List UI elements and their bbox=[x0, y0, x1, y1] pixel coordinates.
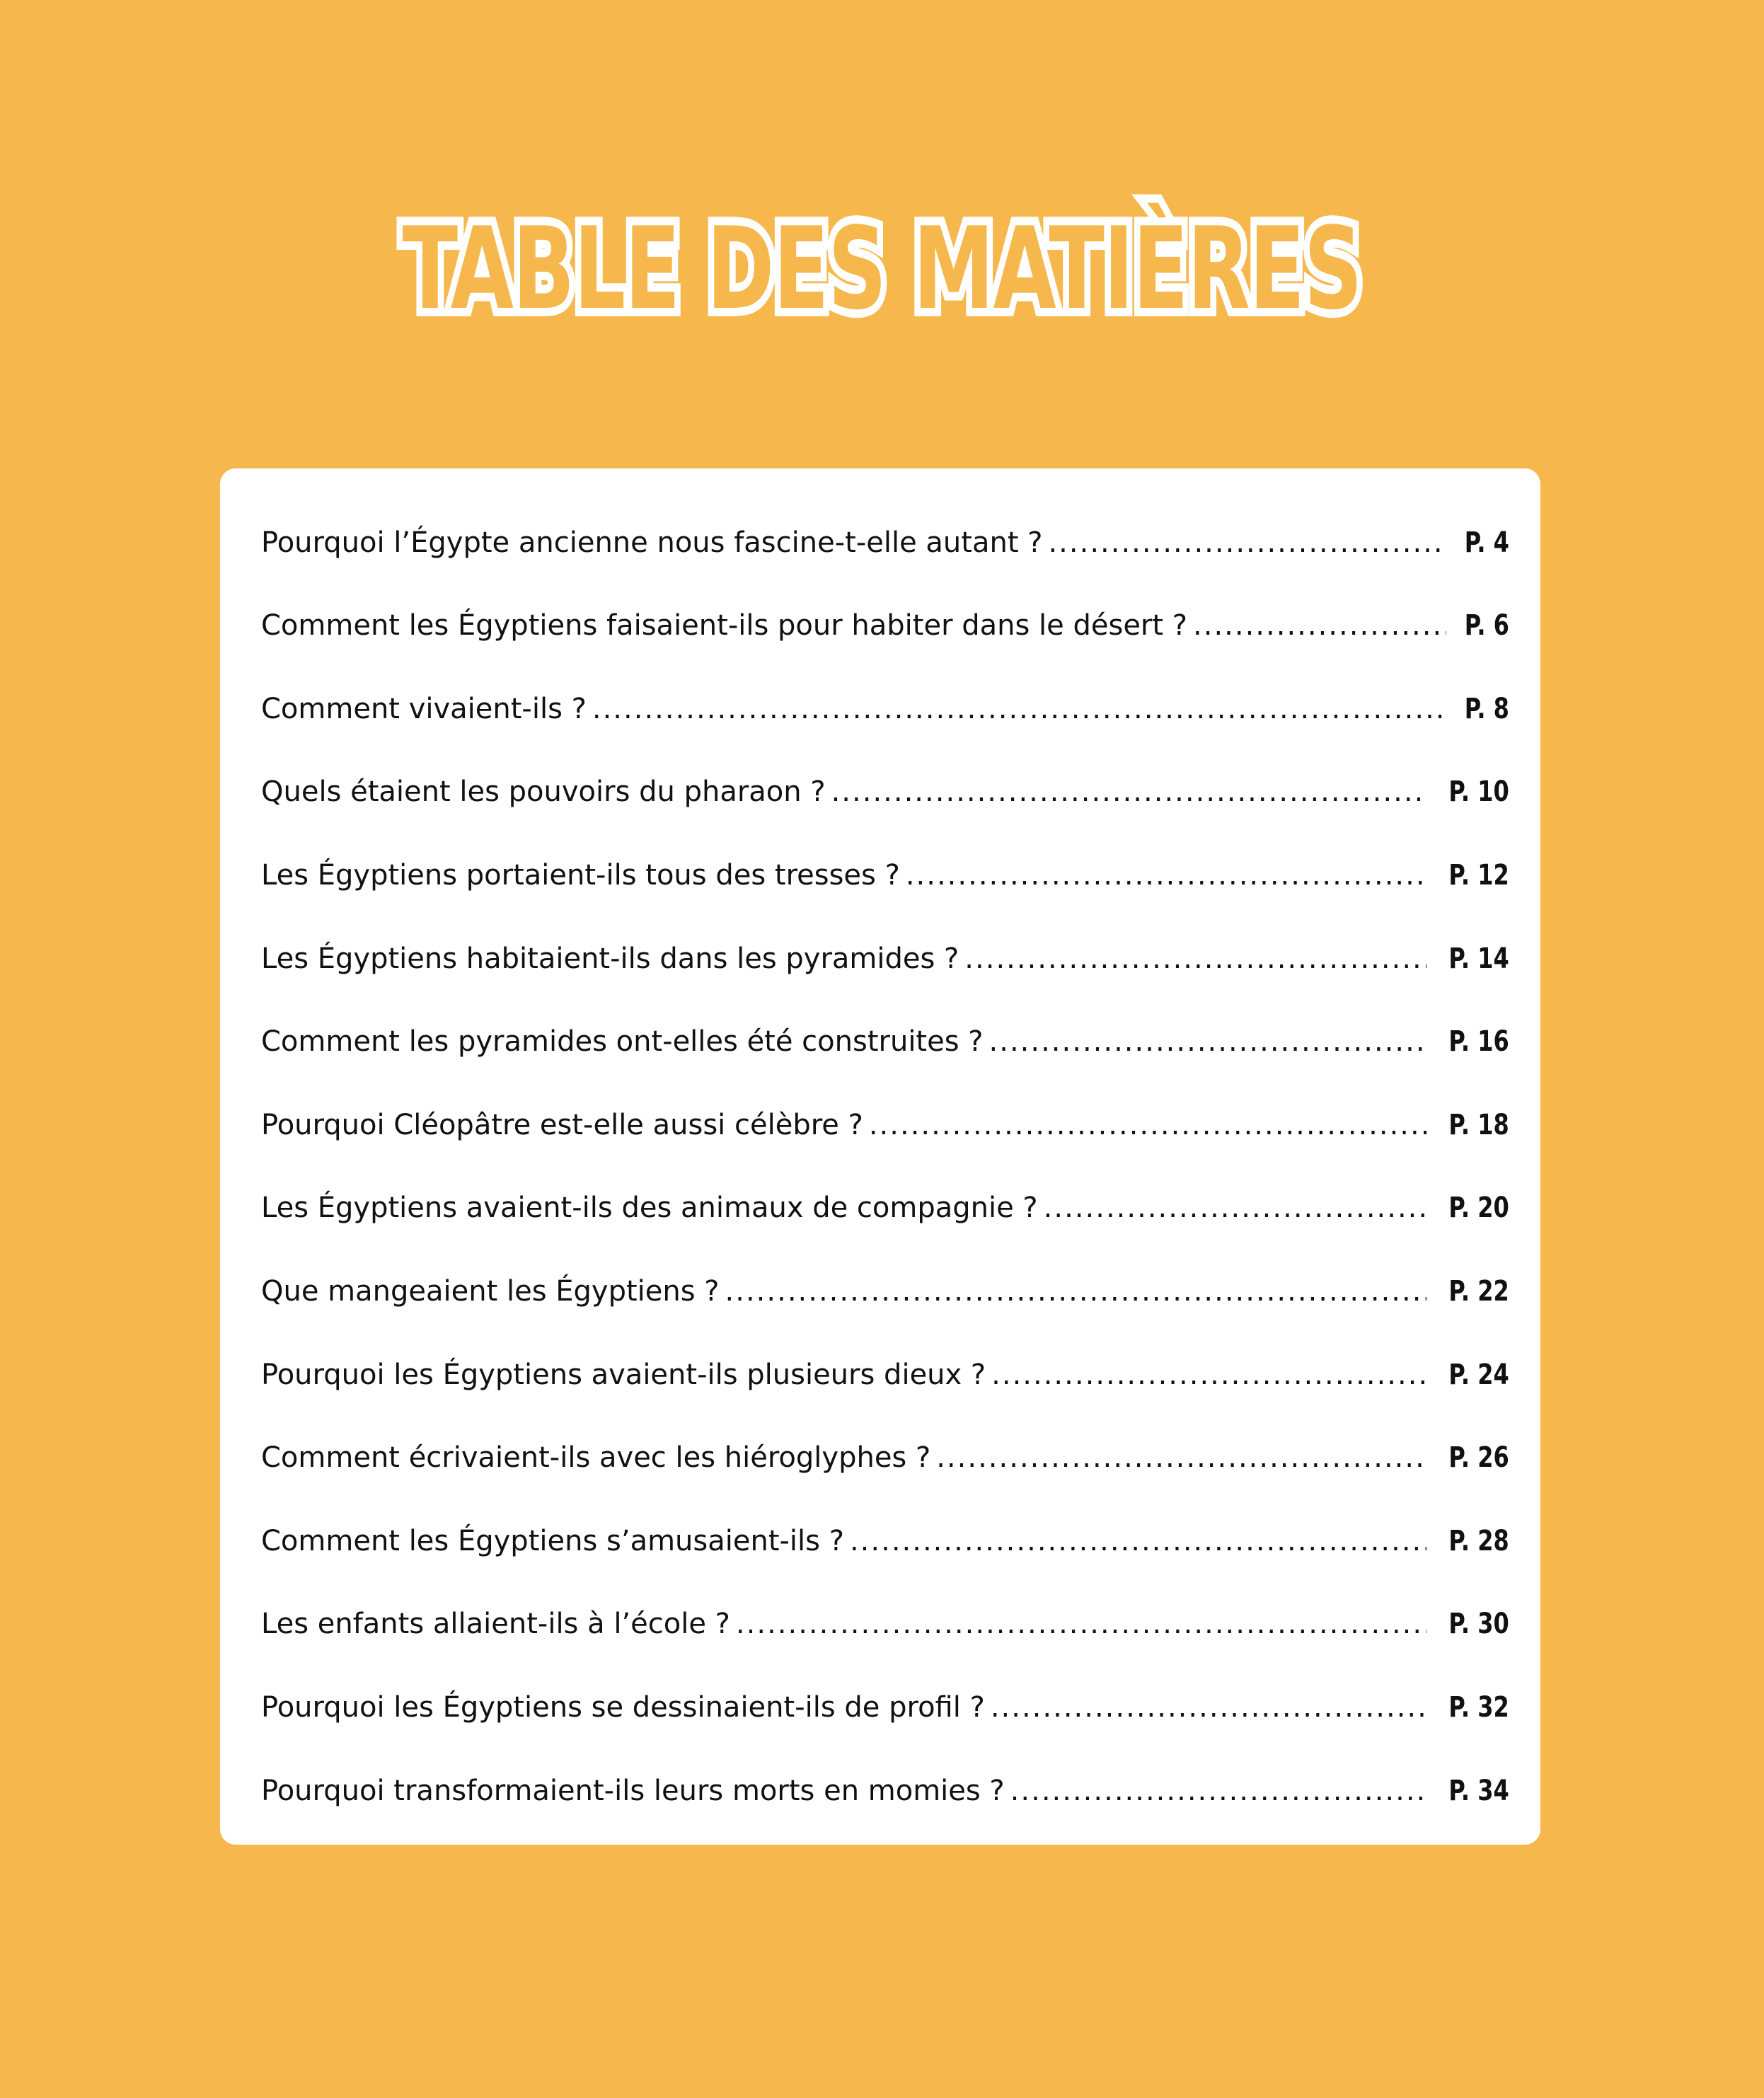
toc-question: Pourquoi transformaient-ils leurs morts en momies ? bbox=[261, 1774, 1005, 1807]
toc-page-number: P. 24 bbox=[1448, 1358, 1509, 1391]
toc-page-number: P. 6 bbox=[1464, 609, 1509, 642]
toc-entry bbox=[261, 1495, 1509, 1579]
toc-entry bbox=[261, 1579, 1509, 1662]
toc-leader-dots bbox=[869, 1109, 1426, 1141]
toc-question: Les Égyptiens habitaient-ils dans les pyramides ? bbox=[261, 942, 959, 975]
toc-page-number: P. 10 bbox=[1448, 776, 1509, 809]
toc-leader-dots bbox=[1193, 609, 1446, 642]
toc-question: Comment les pyramides ont-elles été construites ? bbox=[261, 1025, 984, 1059]
toc-entry bbox=[261, 1163, 1509, 1246]
toc-page-number: P. 32 bbox=[1448, 1690, 1509, 1724]
toc-entry bbox=[261, 913, 1509, 996]
toc-entry bbox=[261, 1745, 1509, 1828]
toc-entry bbox=[261, 497, 1509, 580]
toc-entry bbox=[261, 580, 1509, 664]
toc-question: Pourquoi l’Égypte ancienne nous fascine-t-elle autant ? bbox=[261, 526, 1043, 559]
toc-entry bbox=[261, 1079, 1509, 1163]
toc-entry bbox=[261, 1661, 1509, 1745]
toc-leader-dots bbox=[850, 1525, 1426, 1557]
toc-question: Les Égyptiens avaient-ils des animaux de compagnie ? bbox=[261, 1192, 1038, 1225]
toc-question: Comment les Égyptiens s’amusaient-ils ? bbox=[261, 1524, 844, 1557]
toc-leader-dots bbox=[592, 693, 1446, 725]
toc-page-number: P. 4 bbox=[1464, 526, 1509, 559]
toc-question: Pourquoi les Égyptiens avaient-ils plusieurs dieux ? bbox=[261, 1358, 986, 1391]
toc-leader-dots bbox=[1010, 1775, 1427, 1807]
toc-leader-dots bbox=[991, 1359, 1426, 1391]
title-wrapper bbox=[0, 202, 1764, 335]
toc-question: Comment écrivaient-ils avec les hiéroglyphes ? bbox=[261, 1441, 931, 1475]
toc-question: Comment les Égyptiens faisaient-ils pour habiter dans le désert ? bbox=[261, 609, 1188, 642]
toc-leader-dots bbox=[736, 1608, 1426, 1640]
toc-question: Les enfants allaient-ils à l’école ? bbox=[261, 1608, 730, 1641]
toc-leader-dots bbox=[964, 943, 1426, 975]
toc-leader-dots bbox=[989, 1025, 1427, 1058]
toc-entry bbox=[261, 829, 1509, 913]
toc-leader-dots bbox=[1044, 1192, 1427, 1224]
toc-question: Comment vivaient-ils ? bbox=[261, 692, 587, 725]
toc-page-number: P. 18 bbox=[1448, 1108, 1509, 1141]
toc-page-number: P. 34 bbox=[1448, 1774, 1509, 1807]
toc-leader-dots bbox=[725, 1275, 1427, 1308]
toc-entry bbox=[261, 747, 1509, 830]
toc-leader-dots bbox=[936, 1441, 1426, 1474]
toc-leader-dots bbox=[831, 776, 1427, 808]
toc-page-number: P. 30 bbox=[1448, 1608, 1509, 1641]
toc-page-number: P. 22 bbox=[1448, 1274, 1509, 1308]
toc-page-number: P. 16 bbox=[1448, 1025, 1509, 1059]
toc-entry bbox=[261, 663, 1509, 747]
toc-leader-dots bbox=[991, 1691, 1426, 1724]
toc-entry bbox=[261, 1412, 1509, 1496]
toc-card bbox=[220, 468, 1540, 1845]
toc-entry bbox=[261, 1245, 1509, 1329]
toc-page-number: P. 14 bbox=[1448, 942, 1509, 975]
page-title: TABLE DES MATIÈRES bbox=[402, 202, 1362, 335]
toc-question: Pourquoi Cléopâtre est-elle aussi célèbre ? bbox=[261, 1108, 863, 1141]
toc-entry bbox=[261, 996, 1509, 1080]
toc-page-number: P. 26 bbox=[1448, 1441, 1509, 1475]
toc-entry bbox=[261, 1329, 1509, 1412]
toc-question: Quels étaient les pouvoirs du pharaon ? bbox=[261, 776, 826, 809]
toc-page-number: P. 8 bbox=[1464, 692, 1509, 725]
toc-leader-dots bbox=[906, 859, 1426, 892]
toc-question: Pourquoi les Égyptiens se dessinaient-ils de profil ? bbox=[261, 1690, 985, 1724]
toc-page-number: P. 28 bbox=[1448, 1524, 1509, 1557]
toc-question: Que mangeaient les Égyptiens ? bbox=[261, 1274, 720, 1308]
toc-page-number: P. 20 bbox=[1448, 1192, 1509, 1225]
toc-page-number: P. 12 bbox=[1448, 858, 1509, 892]
toc-list bbox=[261, 497, 1509, 1828]
toc-leader-dots bbox=[1048, 526, 1446, 559]
toc-question: Les Égyptiens portaient-ils tous des tresses ? bbox=[261, 858, 900, 892]
